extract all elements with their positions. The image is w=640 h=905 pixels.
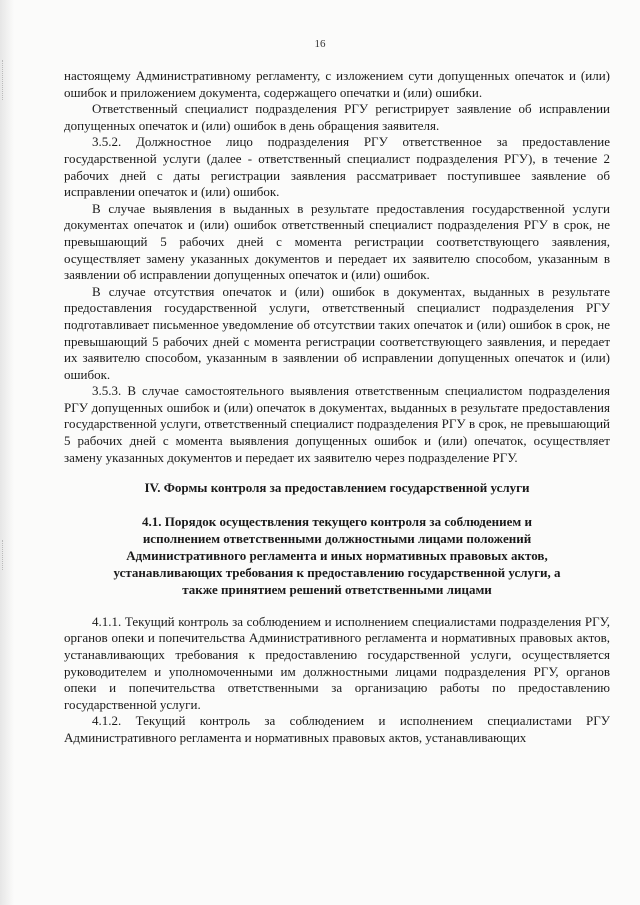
section-title: IV. Формы контроля за предоставлением государственной услуги — [144, 480, 530, 496]
subsection-title: 4.1. Порядок осуществления текущего контроля за соблюдением и исполнением ответственными должностными лицами положений Административного регламента и иных нормативных правовых актов, устанавливающих требования к предоставлению государственной услуги, а также принятием решений ответственными лицами — [113, 513, 561, 597]
paragraph: В случае выявления в выданных в результате предоставления государственной услуги документах опечаток и (или) ошибок ответственный специалист подразделения РГУ в срок, не превышающий 5 рабочих дней с момента регистрации соответствующего заявления, осуществляет замену указанных документов и передает их заявителю способом, указанным в заявлении об исправлении допущенных опечаток и (или) ошибок. — [64, 200, 610, 283]
scan-margin-mark — [2, 540, 11, 570]
document-body — [64, 68, 610, 747]
paragraph: 4.1.1. Текущий контроль за соблюдением и исполнением специалистами подразделения РГУ, органов опеки и попечительства Административного регламента и нормативных правовых актов, устанавливающих требования к предоставлению государственной услуги, осуществляется руководителем и уполномоченными им должностными лицами подразделения РГУ, органов опеки и попечительства ответственными за организацию работы по предоставлению государственной услуги. — [64, 613, 610, 712]
paragraph: 3.5.2. Должностное лицо подразделения РГУ ответственное за предоставление государственной услуги (далее - ответственный специалист подразделения РГУ), в течение 2 рабочих дней с даты регистрации заявления рассматривает поступившее заявление об исправлении опечаток и (или) ошибок. — [64, 134, 610, 200]
paragraph: 3.5.3. В случае самостоятельного выявления ответственным специалистом подразделения РГУ допущенных ошибок и (или) опечаток в документах, выданных в результате предоставления государственной услуги, ответственный специалист подразделения РГУ в срок, не превышающий 5 рабочих дней с момента выявления допущенных ошибок и (или) опечаток, осуществляет замену указанных документов и передает их заявителю через подразделение РГУ. — [64, 383, 610, 465]
paragraph: Ответственный специалист подразделения РГУ регистрирует заявление об исправлении допущенных опечаток и (или) ошибок в день обращения заявителя. — [64, 101, 610, 133]
paragraph: настоящему Административному регламенту, с изложением сути допущенных опечаток и (или) ошибок и приложением документа, содержащего опечатки и (или) ошибки. — [64, 68, 610, 100]
scan-edge-shadow — [0, 0, 14, 905]
paragraph: 4.1.2. Текущий контроль за соблюдением и исполнением специалистами РГУ Административного регламента и нормативных правовых актов, устанавливающих — [64, 713, 610, 745]
scan-margin-mark — [2, 60, 11, 100]
paragraph: В случае отсутствия опечаток и (или) ошибок в документах, выданных в результате предоставления государственной услуги, ответственный специалист подразделения РГУ подготавливает письменное уведомление об отсутствии таких опечаток и (или) ошибок в срок, не превышающий 5 рабочих дней с момента регистрации соответствующего заявления, и передает их заявителю способом, указанным в заявлении об исправлении допущенных опечаток и (или) ошибок. — [64, 283, 610, 382]
page-number: 16 — [314, 38, 326, 50]
